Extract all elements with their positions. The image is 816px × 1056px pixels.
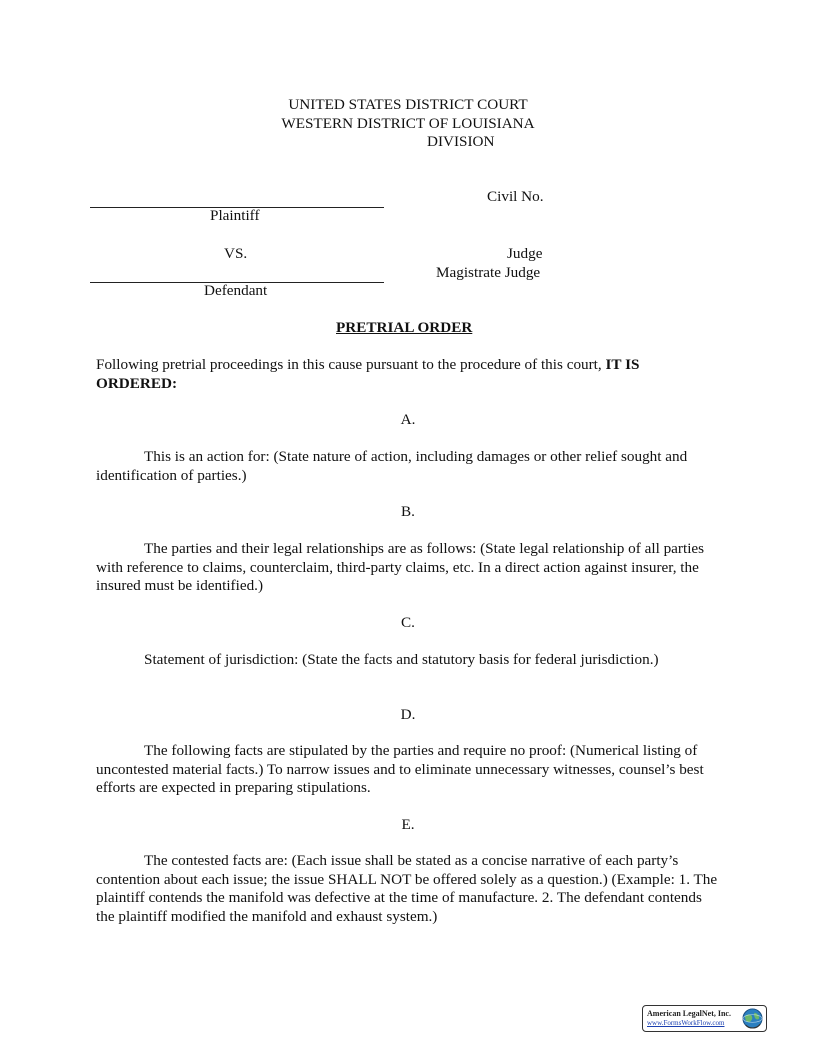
- section-b-letter: B.: [401, 503, 415, 520]
- section-e-text: The contested facts are: (Each issue shall be stated as a concise narrative of each party’s contention about each issue; the issue SHALL NOT be offered solely as a question.) (Example: 1. The plaintiff contends the manifold was defective at the time of manufacture. 2. The defendant contends the plaintiff modified the manifold and exhaust system.): [96, 852, 718, 925]
- logo-url-link[interactable]: www.FormsWorkFlow.com: [647, 1019, 725, 1027]
- division-label: DIVISION: [427, 133, 495, 150]
- intro-text: Following pretrial proceedings in this cause pursuant to the procedure of this court,: [96, 356, 606, 373]
- section-d-letter: D.: [400, 706, 416, 723]
- section-c-letter: C.: [401, 614, 415, 631]
- vs-label: VS.: [224, 245, 248, 262]
- logo-company-name: American LegalNet, Inc.: [647, 1009, 731, 1018]
- section-a-letter: A.: [400, 411, 416, 428]
- magistrate-judge-label: Magistrate Judge: [436, 264, 541, 281]
- footer-logo[interactable]: [642, 1005, 767, 1032]
- section-e-letter: E.: [401, 816, 415, 833]
- section-c-text: Statement of jurisdiction: (State the facts and statutory basis for federal jurisdiction.): [144, 651, 659, 668]
- district-name: WESTERN DISTRICT OF LOUISIANA: [281, 115, 535, 132]
- globe-icon: [742, 1008, 763, 1029]
- civil-no-label: Civil No.: [487, 188, 544, 205]
- section-b-text: The parties and their legal relationships are as follows: (State legal relationship of all parties with reference to claims, counterclaim, third-party claims, etc. In a direct action against insurer, the insured must be identified.): [96, 540, 705, 594]
- intro-ordered: IT IS ORDERED:: [96, 356, 640, 392]
- judge-label: Judge: [507, 245, 543, 262]
- document-title: PRETRIAL ORDER: [336, 319, 473, 336]
- section-d-text: The following facts are stipulated by the parties and require no proof: (Numerical listing of uncontested material facts.) To narrow issues and to eliminate unnecessary witnesses, counsel’s best efforts are expected in preparing stipulations.: [96, 742, 704, 796]
- defendant-label: Defendant: [204, 282, 268, 299]
- section-a-text: This is an action for: (State nature of action, including damages or other relief sought and identification of parties.): [96, 448, 688, 484]
- intro-paragraph: [96, 356, 722, 393]
- plaintiff-label: Plaintiff: [210, 207, 260, 224]
- court-name: UNITED STATES DISTRICT COURT: [288, 96, 528, 113]
